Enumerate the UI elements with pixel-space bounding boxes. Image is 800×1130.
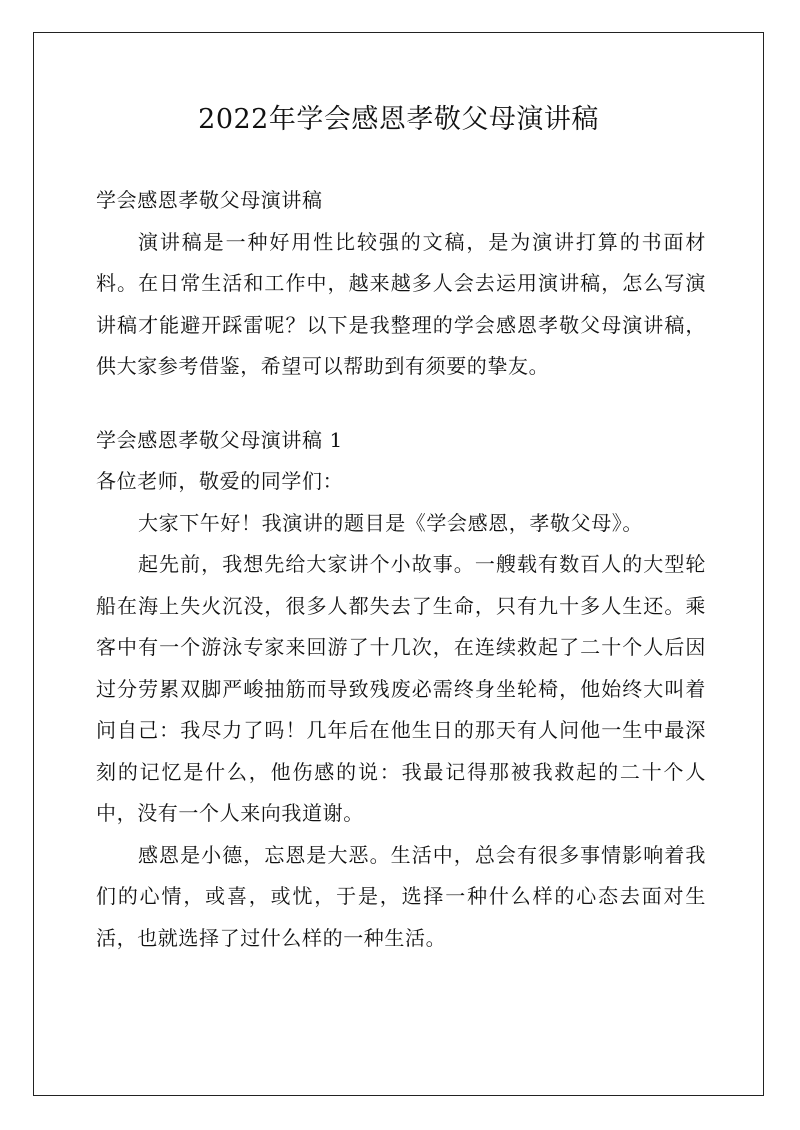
paragraph-spacer	[96, 388, 706, 420]
intro-paragraph: 演讲稿是一种好用性比较强的文稿，是为演讲打算的书面材料。在日常生活和工作中，越来越多人会去运用演讲稿，怎么写演讲稿才能避开踩雷呢？以下是我整理的学会感恩孝敬父母演讲稿，供大家参考借鉴，希望可以帮助到有须要的挚友。	[96, 229, 706, 378]
intro-heading: 学会感恩孝敬父母演讲稿	[96, 188, 323, 212]
body-paragraph-2: 起先前，我想先给大家讲个小故事。一艘载有数百人的大型轮船在海上失火沉没，很多人都失去了生命，只有九十多人生还。乘客中有一个游泳专家来回游了十几次，在连续救起了二十个人后因过分劳累双脚严峻抽筋而导致残废必需终身坐轮椅，他始终大叫着问自己：我尽力了吗！几年后在他生日的那天有人问他一生中最深刻的记忆是什么，他伤感的说：我最记得那被我救起的二十个人中，没有一个人来向我道谢。	[96, 552, 706, 825]
document-title: 2022年学会感恩孝敬父母演讲稿	[198, 104, 599, 135]
body-paragraph-3: 感恩是小德，忘恩是大恶。生活中，总会有很多事情影响着我们的心情，或喜，或忧，于是，选择一种什么样的心态去面对生活，也就选择了过什么样的一种生活。	[96, 842, 706, 950]
salutation: 各位老师，敬爱的同学们：	[96, 469, 344, 493]
document-body	[96, 180, 706, 959]
body-paragraph-1: 大家下午好！我演讲的题目是《学会感恩，孝敬父母》。	[138, 510, 643, 535]
section-heading: 学会感恩孝敬父母演讲稿 1	[96, 427, 343, 452]
